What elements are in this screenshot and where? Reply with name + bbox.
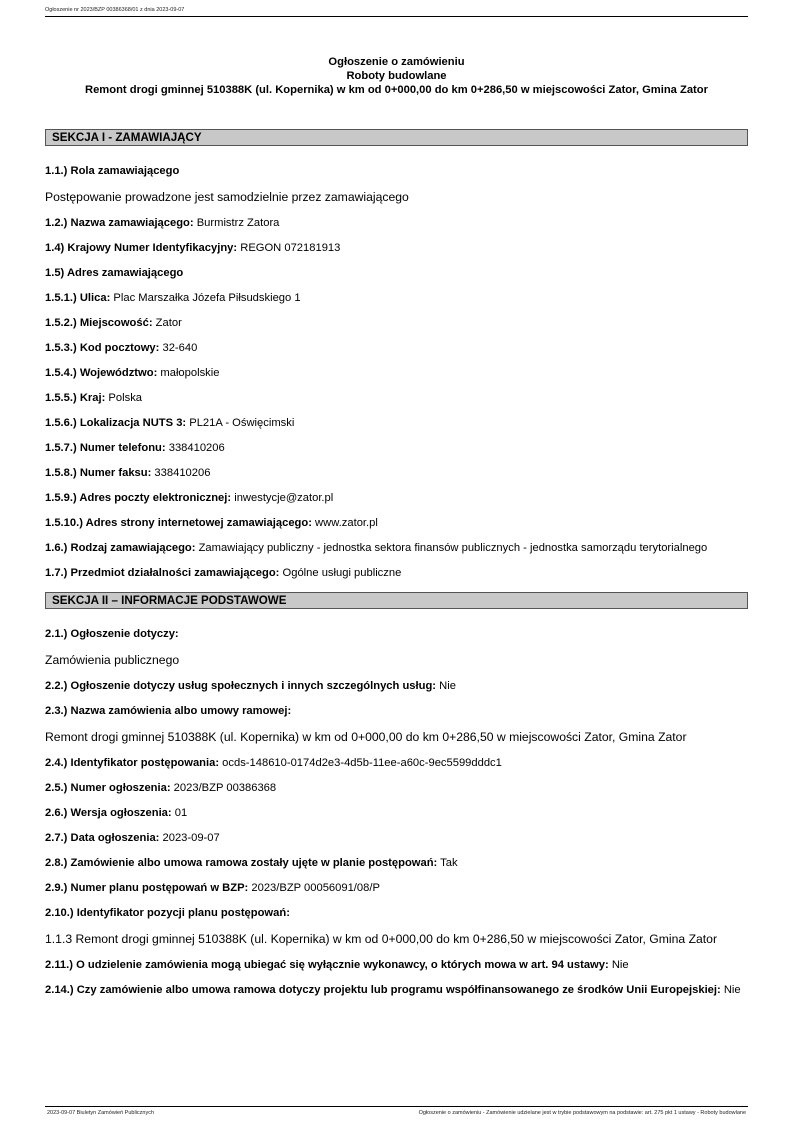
document-title: [45, 55, 748, 97]
footer-left: 2023-09-07 Biuletyn Zamówień Publicznych: [47, 1110, 155, 1116]
field-label: 1.5.8.) Numer faksu:: [45, 467, 152, 479]
field-2-11-value: Nie: [608, 959, 629, 971]
section-1-fields: [45, 216, 748, 580]
field-value: Zamawiający publiczny - jednostka sektora finansów publicznych - jednostka samorządu terytorialnego: [195, 542, 708, 554]
field-row: [45, 241, 748, 255]
field-value: Ogólne usługi publiczne: [279, 567, 402, 579]
field-2-2-value: Nie: [436, 680, 456, 692]
field-value: www.zator.pl: [311, 517, 378, 529]
field-row: [45, 291, 748, 305]
field-2-3: [45, 704, 748, 718]
field-label: 1.6.) Rodzaj zamawiającego:: [45, 542, 196, 554]
field-row: [45, 266, 748, 280]
field-label: 1.2.) Nazwa zamawiającego:: [45, 217, 194, 229]
field-label: 2.8.) Zamówienie albo umowa ramowa zostały ujęte w planie postępowań:: [45, 857, 438, 869]
section-1-heading: SEKCJA I - ZAMAWIAJĄCY: [45, 129, 748, 146]
field-row: [45, 566, 748, 580]
field-2-1-text: Zamówienia publicznego: [45, 653, 180, 667]
field-value: inwestycje@zator.pl: [231, 492, 334, 504]
field-label: 2.6.) Wersja ogłoszenia:: [45, 807, 172, 819]
field-label: 1.5.6.) Lokalizacja NUTS 3:: [45, 417, 187, 429]
role-text: Postępowanie prowadzone jest samodzielnie przez zamawiającego: [45, 190, 409, 204]
field-row: [45, 341, 748, 355]
field-row: [45, 366, 748, 380]
field-label: 1.5.5.) Kraj:: [45, 392, 106, 404]
section-2-fields: [45, 756, 748, 895]
field-value: 338410206: [151, 467, 211, 479]
field-label: 1.5.4.) Województwo:: [45, 367, 158, 379]
field-2-11: [45, 958, 748, 972]
field-label: 1.4) Krajowy Numer Identyfikacyjny:: [45, 242, 238, 254]
field-label: 1.5) Adres zamawiającego: [45, 267, 184, 279]
field-value: małopolskie: [157, 367, 220, 379]
field-value: PL21A - Oświęcimski: [186, 417, 295, 429]
field-row: [45, 831, 748, 845]
field-value: 2023/BZP 00056091/08/P: [248, 882, 380, 894]
field-row: [45, 216, 748, 230]
field-row: [45, 756, 748, 770]
field-value: Burmistrz Zatora: [193, 217, 280, 229]
field-2-11-label: 2.11.) O udzielenie zamówienia mogą ubiegać się wyłącznie wykonawcy, o których mowa w art. 94 ustawy:: [45, 959, 609, 971]
field-2-10-label: 2.10.) Identyfikator pozycji planu postępowań:: [45, 907, 290, 919]
field-label: 1.5.3.) Kod pocztowy:: [45, 342, 160, 354]
field-label: 1.5.10.) Adres strony internetowej zamawiającego:: [45, 517, 312, 529]
field-label: 2.7.) Data ogłoszenia:: [45, 832, 160, 844]
title-line-2: Roboty budowlane: [346, 70, 447, 82]
field-2-3-text: Remont drogi gminnej 510388K (ul. Kopernika) w km od 0+000,00 do km 0+286,50 w miejscowości Zator, Gmina Zator: [45, 730, 687, 744]
field-row: [45, 316, 748, 330]
field-2-10-text: 1.1.3 Remont drogi gminnej 510388K (ul. Kopernika) w km od 0+000,00 do km 0+286,50 w miejscowości Zator, Gmina Zator: [45, 932, 718, 946]
field-row: [45, 881, 748, 895]
field-2-2: [45, 679, 748, 693]
field-row: [45, 466, 748, 480]
document-body: [45, 129, 748, 997]
field-value: 32-640: [159, 342, 198, 354]
title-line-1: Ogłoszenie o zamówieniu: [328, 56, 465, 68]
field-value: 2023-09-07: [159, 832, 220, 844]
field-row: [45, 856, 748, 870]
field-value: ocds-148610-0174d2e3-4d5b-11ee-a60c-9ec5599dddc1: [219, 757, 502, 769]
field-2-14-label: 2.14.) Czy zamówienie albo umowa ramowa dotyczy projektu lub programu współfinansowanego ze środków Unii Europejskiej:: [45, 984, 721, 996]
field-2-14: [45, 983, 748, 997]
field-2-2-label: 2.2.) Ogłoszenie dotyczy usług społecznych i innych szczególnych usług:: [45, 680, 437, 692]
field-row: [45, 541, 748, 555]
field-label: 1.5.9.) Adres poczty elektronicznej:: [45, 492, 232, 504]
field-value: Plac Marszałka Józefa Piłsudskiego 1: [110, 292, 301, 304]
field-value: REGON 072181913: [237, 242, 341, 254]
field-row: [45, 491, 748, 505]
field-label: 1.5.7.) Numer telefonu:: [45, 442, 166, 454]
field-value: 338410206: [165, 442, 225, 454]
field-2-1: [45, 627, 748, 641]
role-field: [45, 164, 748, 178]
field-value: 01: [171, 807, 188, 819]
field-row: [45, 391, 748, 405]
field-2-10: [45, 906, 748, 920]
field-label: 2.9.) Numer planu postępowań w BZP:: [45, 882, 249, 894]
field-2-14-value: Nie: [720, 984, 741, 996]
section-2-heading: SEKCJA II – INFORMACJE PODSTAWOWE: [45, 592, 748, 609]
field-value: Tak: [437, 857, 458, 869]
field-label: 2.5.) Numer ogłoszenia:: [45, 782, 171, 794]
header-divider: [45, 16, 748, 17]
role-label: 1.1.) Rola zamawiającego: [45, 165, 180, 177]
field-row: [45, 441, 748, 455]
field-value: 2023/BZP 00386368: [170, 782, 277, 794]
footer-divider: [45, 1106, 748, 1107]
field-row: [45, 416, 748, 430]
footer-right: Ogłoszenie o zamówieniu - Zamówienie udzielane jest w trybie podstawowym na podstawie: art. 275 pkt 1 ustawy - Roboty budowlane: [418, 1110, 746, 1116]
field-label: 2.4.) Identyfikator postępowania:: [45, 757, 220, 769]
field-row: [45, 781, 748, 795]
field-label: 1.5.2.) Miejscowość:: [45, 317, 153, 329]
field-row: [45, 516, 748, 530]
title-line-3: Remont drogi gminnej 510388K (ul. Kopernika) w km od 0+000,00 do km 0+286,50 w miejscowości Zator, Gmina Zator: [85, 84, 708, 96]
field-2-1-label: 2.1.) Ogłoszenie dotyczy:: [45, 628, 179, 640]
page-header: Ogłoszenie nr 2023/BZP 00386368/01 z dnia 2023-09-07: [45, 7, 185, 13]
field-label: 1.5.1.) Ulica:: [45, 292, 111, 304]
field-value: Polska: [105, 392, 143, 404]
field-label: 1.7.) Przedmiot działalności zamawiającego:: [45, 567, 280, 579]
field-row: [45, 806, 748, 820]
field-2-3-label: 2.3.) Nazwa zamówienia albo umowy ramowej:: [45, 705, 292, 717]
field-value: Zator: [152, 317, 182, 329]
